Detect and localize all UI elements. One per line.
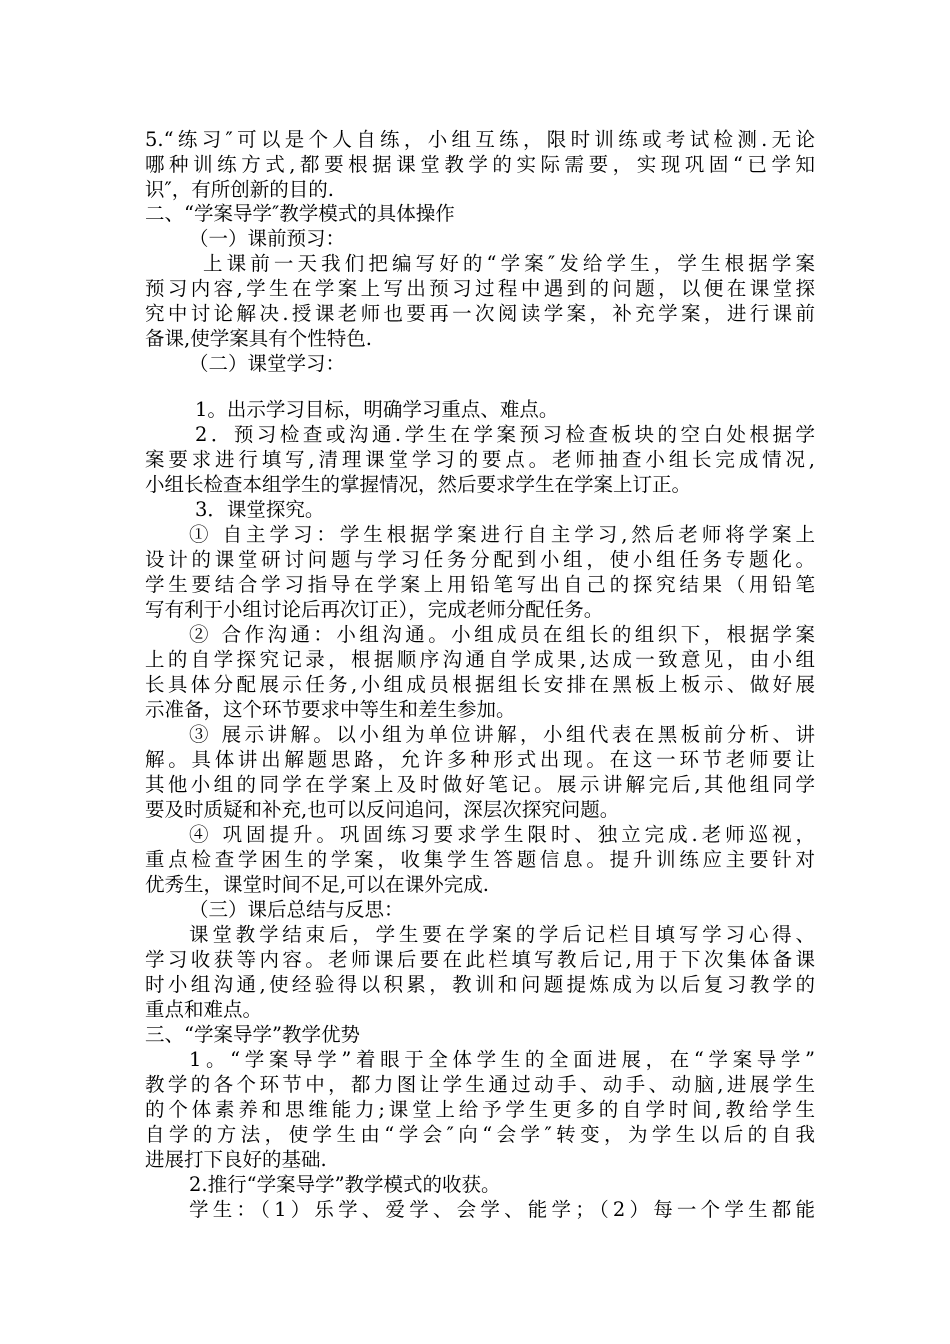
text-line: 优秀生，课堂时间不足,可以在课外完成. <box>145 873 489 896</box>
text-line: 预习内容,学生在学案上写出预习过程中遇到的问题，以便在课堂探 <box>145 277 815 300</box>
text-line: 其他小组的同学在学案上及时做好笔记。展示讲解完后,其他组同学 <box>145 773 815 796</box>
text-line: 识″，有所创新的目的. <box>145 178 334 201</box>
text-line: 要及时质疑和补充,也可以反问追问，深层次探究问题。 <box>145 798 620 821</box>
text-line: 课堂教学结束后，学生要在学案的学后记栏目填写学习心得、 <box>189 923 815 946</box>
text-line: ④ 巩固提升。巩固练习要求学生限时、独立完成.老师巡视， <box>189 823 815 846</box>
text-line: 备课,使学案具有个性特色. <box>145 327 372 350</box>
text-line: （二）课堂学习： <box>189 352 346 375</box>
text-line: 教学的各个环节中，都力图让学生通过动手、动手、动脑,进展学生 <box>145 1073 815 1096</box>
text-line: 解。具体讲出解题思路，允许多种形式出现。在这一环节老师要让 <box>145 748 815 771</box>
text-line: 案要求进行填写,清理课堂学习的要点。老师抽查小组长完成情况, <box>145 448 815 471</box>
text-line: 学生：（1）乐学、爱学、会学、能学；（2）每一个学生都能 <box>189 1198 815 1221</box>
text-line: 学习收获等内容。老师课后要在此栏填写教后记,用于下次集体备课 <box>145 948 815 971</box>
text-line: 2．预习检查或沟通.学生在学案预习检查板块的空白处根据学 <box>195 423 815 446</box>
text-line: 上课前一天我们把编写好的“学案″发给学生，学生根据学案 <box>203 252 815 275</box>
text-line: 重点和难点。 <box>145 998 263 1021</box>
text-line: ① 自主学习：学生根据学案进行自主学习,然后老师将学案上 <box>189 523 815 546</box>
text-line: 自学的方法，使学生由“学会″向“会学″转变，为学生以后的自我 <box>145 1123 815 1146</box>
text-line: 写有利于小组讨论后再次订正），完成老师分配任务。 <box>145 598 604 621</box>
text-line: （三）课后总结与反思： <box>189 898 404 921</box>
text-line: 1。出示学习目标，明确学习重点、难点。 <box>195 398 559 421</box>
text-line: 究中讨论解决.授课老师也要再一次阅读学案，补充学案，进行课前 <box>145 302 815 325</box>
text-line: （一）课前预习： <box>189 227 346 250</box>
text-line: ③ 展示讲解。以小组为单位讲解，小组代表在黑板前分析、讲 <box>189 723 815 746</box>
text-line: 上的自学探究记录，根据顺序沟通自学成果,达成一致意见，由小组 <box>145 648 815 671</box>
text-line: 进展打下良好的基础. <box>145 1148 327 1171</box>
text-line: ② 合作沟通：小组沟通。小组成员在组长的组织下，根据学案 <box>189 623 815 646</box>
text-line: 时小组沟通,使经验得以积累，教训和问题提炼成为以后复习教学的 <box>145 973 815 996</box>
text-line: 1。“学案导学”着眼于全体学生的全面进展，在“学案导学” <box>189 1048 815 1071</box>
text-line: 3．课堂探究。 <box>195 498 325 521</box>
text-line: 5.“练习″可以是个人自练，小组互练，限时训练或考试检测.无论 <box>145 128 815 151</box>
text-line: 哪种训练方式,都要根据课堂教学的实际需要，实现巩固“已学知 <box>145 153 815 176</box>
text-line: 示准备，这个环节要求中等生和差生参加。 <box>145 698 516 721</box>
text-line: 小组长检查本组学生的掌握情况，然后要求学生在学案上订正。 <box>145 473 692 496</box>
text-line: 三、“学案导学”教学优势 <box>145 1023 360 1046</box>
text-line: 重点检查学困生的学案，收集学生答题信息。提升训练应主要针对 <box>145 848 815 871</box>
text-line: 长具体分配展示任务,小组成员根据组长安排在黑板上板示、做好展 <box>145 673 815 696</box>
text-line: 设计的课堂研讨问题与学习任务分配到小组，使小组任务专题化。 <box>145 548 815 571</box>
text-line: 的个体素养和思维能力;课堂上给予学生更多的自学时间,教给学生 <box>145 1098 815 1121</box>
text-line: 学生要结合学习指导在学案上用铅笔写出自己的探究结果（用铅笔 <box>145 573 815 596</box>
text-line: 二、“学案导学″教学模式的具体操作 <box>145 202 455 225</box>
text-line: 2.推行“学案导学”教学模式的收获。 <box>189 1173 501 1196</box>
